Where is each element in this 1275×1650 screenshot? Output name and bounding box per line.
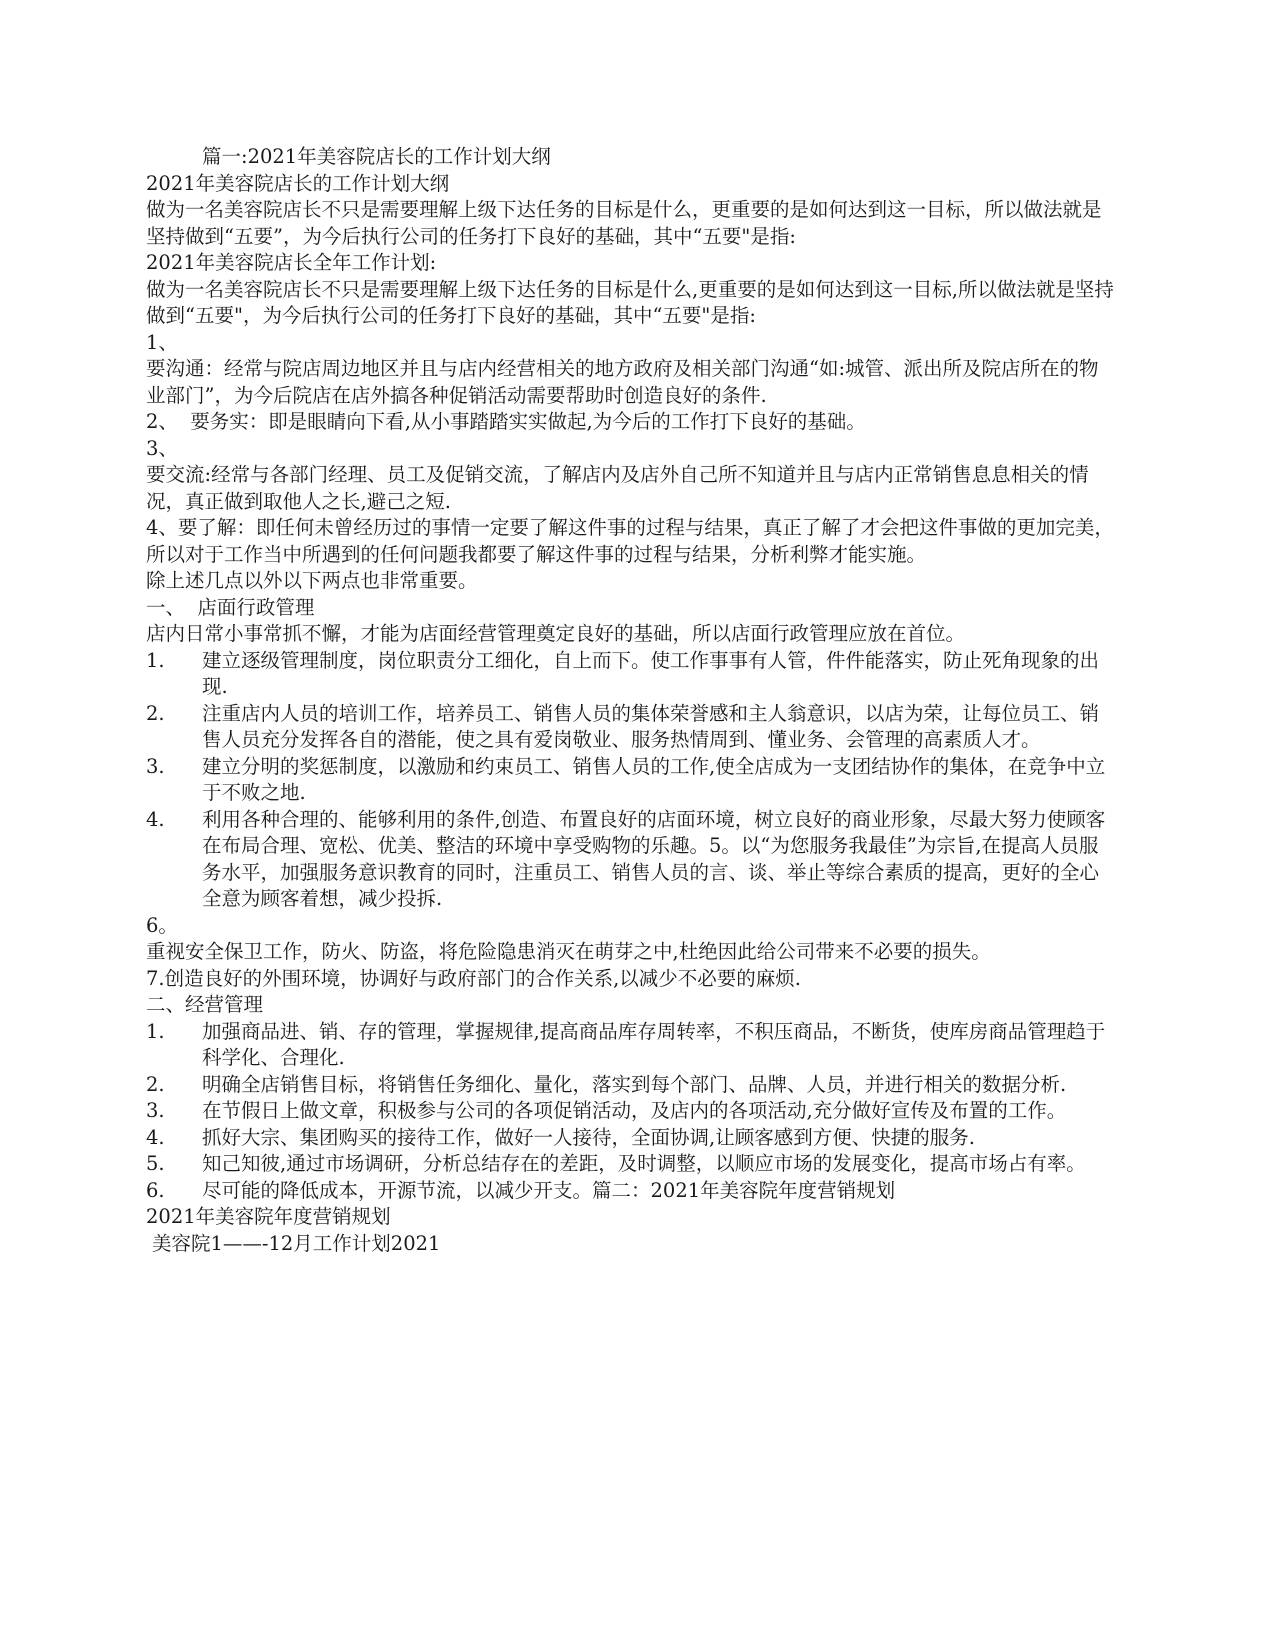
list-item: [146, 754, 1116, 807]
list-item-text: 建立分明的奖惩制度，以激励和约束员工、销售人员的工作,使全店成为一支团结协作的集体，在竞争中立于不败之地.: [202, 754, 1106, 804]
list-item: [146, 1178, 1116, 1205]
list-item: [146, 1019, 1116, 1072]
document-title: 篇一:2021年美容院店长的工作计划大纲: [202, 145, 551, 168]
list-item-number: 4.: [146, 807, 165, 831]
item-4: 4、要了解：即任何未曾经历过的事情一定要了解这件事的过程与结果，真正了解了才会把这件事做的更加完美，所以对于工作当中所遇到的任何问题我都要了解这件事的过程与结果，分析利弊才能实施。: [146, 516, 1114, 566]
list-item-text: 尽可能的降低成本，开源节流，以减少开支。篇二：2021年美容院年度营销规划: [202, 1178, 896, 1202]
list-item: [146, 648, 1116, 701]
list-item: [146, 1151, 1116, 1178]
list-item-number: 6.: [146, 1178, 165, 1202]
list-item-number: 5.: [146, 1152, 165, 1175]
item-1-number: 1、: [146, 330, 178, 354]
list-item-text: 注重店内人员的培训工作，培养员工、销售人员的集体荣誉感和主人翁意识，以店为荣，让每位员工、销售人员充分发挥各自的潜能，使之具有爱岗敬业、服务热情周到、懂业务、会管理的高素质人才。: [202, 701, 1100, 751]
section-1-intro: 店内日常小事常抓不懈，才能为店面经营管理奠定良好的基础，所以店面行政管理应放在首位。: [146, 622, 966, 645]
list-item: [146, 701, 1116, 754]
item-2: 2、 要务实：即是眼睛向下看,从小事踏踏实实做起,为今后的工作打下良好的基础。: [146, 410, 866, 433]
plan-2-subheading: 美容院1——-12月工作计划2021: [152, 1231, 441, 1255]
list-item-text: 抓好大宗、集团购买的接待工作，做好一人接待，全面协调,让顾客感到方便、快捷的服务.: [202, 1125, 975, 1149]
intro-paragraph-1: 做为一名美容院店长不只是需要理解上级下达任务的目标是什么，更重要的是如何达到这一目标，所以做法就是坚持做到“五要”，为今后执行公司的任务打下良好的基础，其中“五要"是指:: [146, 198, 1102, 248]
list-item: [146, 1098, 1116, 1125]
besides-paragraph: 除上述几点以外以下两点也非常重要。: [146, 569, 478, 592]
document-body: [146, 144, 1116, 1257]
list-item-number: 1.: [146, 1019, 165, 1043]
list-item: [146, 1125, 1116, 1152]
document-subtitle: 2021年美容院店长的工作计划大纲: [146, 171, 450, 195]
annual-plan-heading: 2021年美容院店长全年工作计划:: [146, 251, 437, 274]
list-item-number: 3.: [146, 1099, 165, 1122]
list-item-text: 加强商品进、销、存的管理，掌握规律,提高商品库存周转率，不积压商品，不断货，使库房商品管理趋于科学化、合理化.: [202, 1019, 1106, 1069]
item-6-number: 6。: [146, 913, 178, 937]
list-item-number: 1.: [146, 648, 165, 672]
list-item-text: 在节假日上做文章，积极参与公司的各项促销活动，及店内的各项活动,充分做好宣传及布置的工作。: [202, 1099, 1067, 1122]
section-1-heading: 一、 店面行政管理: [146, 595, 315, 619]
list-item-text: 利用各种合理的、能够利用的条件,创造、布置良好的店面环境，树立良好的商业形象，尽最大努力使顾客在布局合理、宽松、优美、整洁的环境中享受购物的乐趣。5。以“为您服务我最佳”为宗旨,在提高人员服务水平，加强服务意识教育的同时，注重员工、销售人员的言、谈、举止等综合素质的提高，更好的全心全意为顾客着想，减少投拆.: [202, 807, 1106, 910]
list-item-number: 2.: [146, 701, 165, 725]
section-2-heading: 二、经营管理: [146, 993, 264, 1016]
list-item-number: 2.: [146, 1072, 165, 1096]
item-3-text: 要交流:经常与各部门经理、员工及促销交流，了解店内及店外自己所不知道并且与店内正常销售息息相关的情况，真正做到取他人之长,避己之短.: [146, 463, 1089, 513]
item-7: 7.创造良好的外围环境，协调好与政府部门的合作关系,以减少不必要的麻烦.: [146, 966, 802, 990]
item-6-text: 重视安全保卫工作，防火、防盗，将危险隐患消灭在萌芽之中,杜绝因此给公司带来不必要的损失。: [146, 940, 991, 963]
list-item-text: 明确全店销售目标，将销售任务细化、量化，落实到每个部门、品牌、人员，并进行相关的数据分析.: [202, 1072, 1067, 1096]
list-item-text: 知己知彼,通过市场调研，分析总结存在的差距，及时调整，以顺应市场的发展变化，提高市场占有率。: [202, 1152, 1086, 1175]
list-item-number: 4.: [146, 1125, 165, 1149]
item-1-text: 要沟通：经常与院店周边地区并且与店内经营相关的地方政府及相关部门沟通“如:城管、派出所及院店所在的物业部门”，为今后院店在店外搞各种促销活动需要帮助时创造良好的条件.: [146, 357, 1099, 407]
plan-2-heading: 2021年美容院年度营销规划: [146, 1205, 391, 1228]
list-item: [146, 807, 1116, 913]
list-item: [146, 1072, 1116, 1099]
intro-paragraph-2: 做为一名美容院店长不只是需要理解上级下达任务的目标是什么,更重要的是如何达到这一目标,所以做法就是坚持做到“五要"，为今后执行公司的任务打下良好的基础，其中“五要"是指:: [146, 277, 1114, 327]
list-item-text: 建立逐级管理制度，岗位职责分工细化，自上而下。使工作事事有人管，件件能落实，防止死角现象的出现.: [202, 648, 1100, 698]
list-item-number: 3.: [146, 754, 165, 778]
item-3-number: 3、: [146, 436, 178, 460]
